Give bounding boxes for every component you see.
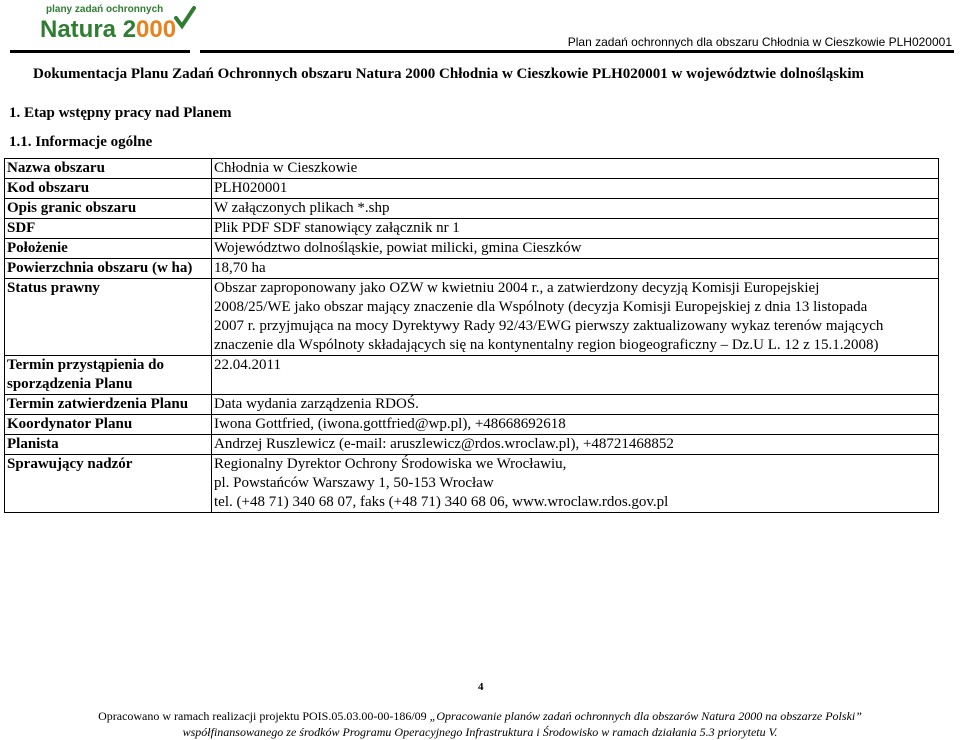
table-row	[5, 356, 939, 395]
row-label: Planista	[5, 435, 212, 455]
table-row	[5, 415, 939, 435]
footer-line-1: Opracowano w ramach realizacji projektu POIS.05.03.00-00-186/09 „Opracowanie planów zadań ochronnych dla obszarów Natura 2000 na obszarze Polski”	[98, 709, 862, 723]
row-value-line: 2007 r. przyjmująca na mocy Dyrektywy Rady 92/43/EWG pierwszy zaktualizowany wykaz terenów mających	[214, 318, 884, 334]
row-label: Położenie	[5, 239, 212, 259]
row-value-line: 18,70 ha	[214, 260, 266, 276]
row-value-line: pl. Powstańców Warszawy 1, 50-153 Wrocław	[214, 475, 494, 491]
row-value	[212, 279, 939, 356]
table-row	[5, 179, 939, 199]
row-value-line: tel. (+48 71) 340 68 07, faks (+48 71) 340 68 06, www.wroclaw.rdos.gov.pl	[214, 494, 669, 510]
row-label: Sprawujący nadzór	[5, 455, 212, 513]
row-value-line: Iwona Gottfried, (iwona.gottfried@wp.pl), +48668692618	[214, 416, 566, 432]
row-value	[212, 159, 939, 179]
section-heading: 1. Etap wstępny pracy nad Planem	[9, 105, 232, 121]
row-value	[212, 435, 939, 455]
general-info-table	[4, 158, 939, 513]
header-rule-left	[10, 50, 190, 53]
row-label: Status prawny	[5, 279, 212, 356]
row-value-line: Plik PDF SDF stanowiący załącznik nr 1	[214, 220, 460, 236]
header-rule-right	[200, 50, 954, 53]
row-label: SDF	[5, 219, 212, 239]
row-value	[212, 395, 939, 415]
table-row	[5, 219, 939, 239]
row-value-line: Data wydania zarządzenia RDOŚ.	[214, 396, 419, 412]
table-row	[5, 159, 939, 179]
row-value-line: 2008/25/WE jako obszar mający znaczenie dla Wspólnoty (decyzja Komisji Europejskiej z dnia 13 listopada	[214, 299, 868, 315]
row-value	[212, 219, 939, 239]
table-row	[5, 239, 939, 259]
running-header: Plan zadań ochronnych dla obszaru Chłodnia w Cieszkowie PLH020001	[567, 35, 952, 49]
row-value	[212, 415, 939, 435]
row-value	[212, 259, 939, 279]
row-value-line: Chłodnia w Cieszkowie	[214, 160, 358, 176]
logo-tagline: plany zadań ochronnych	[46, 4, 164, 15]
table-row	[5, 259, 939, 279]
page-number: 4	[478, 681, 484, 693]
row-value-line: 22.04.2011	[214, 357, 281, 373]
natura-2000-logo	[40, 4, 200, 44]
row-value-line: Andrzej Ruszlewicz (e-mail: aruszlewicz@rdos.wroclaw.pl), +48721468852	[214, 436, 674, 452]
table-row	[5, 435, 939, 455]
table-row	[5, 279, 939, 356]
row-value-line: Regionalny Dyrektor Ochrony Środowiska we Wrocławiu,	[214, 456, 567, 472]
table-row	[5, 199, 939, 219]
row-label: Koordynator Planu	[5, 415, 212, 435]
row-value	[212, 179, 939, 199]
row-value	[212, 455, 939, 513]
row-label: Kod obszaru	[5, 179, 212, 199]
row-value	[212, 239, 939, 259]
row-label: Opis granic obszaru	[5, 199, 212, 219]
row-value	[212, 199, 939, 219]
table-row	[5, 395, 939, 415]
row-label: Termin zatwierdzenia Planu	[5, 395, 212, 415]
row-value	[212, 356, 939, 395]
row-value-line: PLH020001	[214, 180, 288, 196]
footer-line-2: współfinansowanego ze środków Programu Operacyjnego Infrastruktura i Środowisko w ramach działania 5.3 priorytetu V.	[182, 725, 778, 739]
logo-wordmark: Natura 2000	[40, 16, 177, 43]
document-title: Dokumentacja Planu Zadań Ochronnych obszaru Natura 2000 Chłodnia w Cieszkowie PLH020001 w województwie dolnośląskim	[33, 66, 865, 82]
subsection-heading: 1.1. Informacje ogólne	[9, 134, 153, 150]
leaf-check-icon	[174, 6, 196, 30]
row-value-line: Obszar zaproponowany jako OZW w kwietniu 2004 r., a zatwierdzony decyzją Komisji Europejskiej	[214, 280, 820, 296]
row-value-line: W załączonych plikach *.shp	[214, 200, 390, 216]
row-value-line: znaczenie dla Wspólnoty składających się na kontynentalny region biogeograficzny – Dz.U L. 12 z 15.1.2008)	[214, 337, 879, 353]
table-row	[5, 455, 939, 513]
row-label: Powierzchnia obszaru (w ha)	[5, 259, 212, 279]
row-label: Termin przystąpienia do sporządzenia Planu	[5, 356, 212, 395]
row-value-line: Województwo dolnośląskie, powiat milicki, gmina Cieszków	[214, 240, 582, 256]
row-label: Nazwa obszaru	[5, 159, 212, 179]
